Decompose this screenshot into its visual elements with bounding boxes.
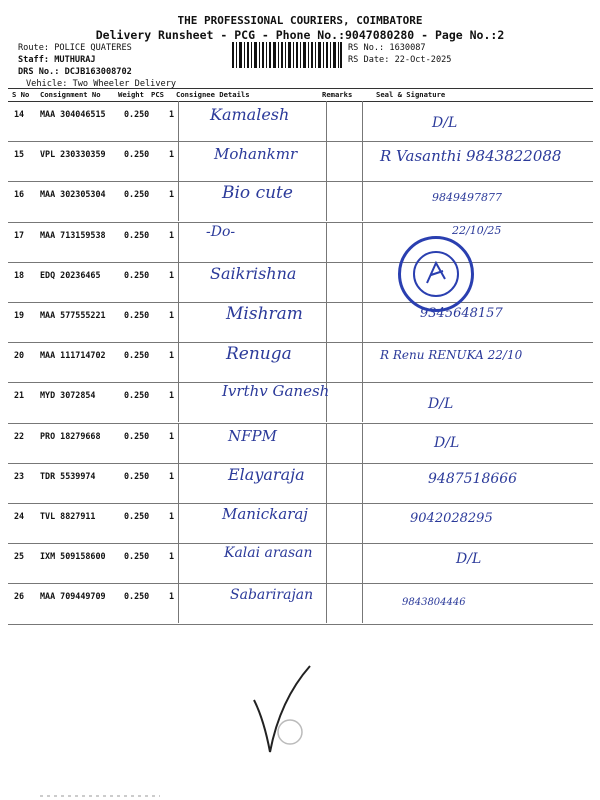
row-weight: 0.250 (124, 310, 150, 320)
row-pcs: 1 (169, 350, 175, 361)
row-weight: 0.250 (124, 109, 150, 119)
barcode-icon (232, 42, 342, 68)
table-row (0, 181, 600, 221)
header-top-rule (8, 88, 593, 89)
row-consignment-no: MAA 302305304 (40, 189, 106, 200)
signature-handwriting: D/L (432, 115, 458, 131)
row-divider (8, 624, 593, 625)
signature-handwriting: R Vasanthi 9843822088 (380, 147, 562, 166)
consignee-handwriting: Kamalesh (210, 105, 290, 124)
runsheet-subtitle: Delivery Runsheet - PCG - Phone No.:9047080280 - Page No.:2 (95, 28, 505, 42)
row-s-no: 20 (14, 350, 25, 361)
consignee-handwriting: Mishram (226, 304, 303, 324)
consignee-handwriting: Mohankmr (214, 145, 298, 164)
vehicle-label: Vehicle: Two Wheeler Delivery (26, 79, 177, 89)
table-row (0, 503, 600, 543)
signature-handwriting: 9042028295 (410, 511, 493, 526)
table-row (0, 583, 600, 623)
consignee-handwriting: Bio cute (222, 183, 293, 204)
row-consignment-no: MAA 713159538 (40, 229, 106, 240)
route-info (18, 42, 176, 90)
row-pcs: 1 (169, 430, 175, 441)
footer-mark (40, 794, 160, 798)
row-pcs: 1 (169, 551, 175, 562)
consignee-handwriting: Manickaraj (222, 505, 308, 523)
row-pcs: 1 (169, 149, 175, 160)
rs-info (348, 42, 451, 66)
row-weight: 0.250 (124, 189, 150, 200)
signature-handwriting: R Renu RENUKA 22/10 (380, 348, 523, 363)
signature-handwriting: D/L (456, 551, 482, 568)
row-consignment-no: MAA 709449709 (40, 591, 106, 602)
row-weight: 0.250 (124, 591, 150, 602)
drs-number: DRS No.: DCJB163008702 (18, 67, 132, 77)
row-consignment-no: VPL 230330359 (40, 149, 106, 160)
signature-handwriting: D/L (434, 434, 460, 451)
row-weight: 0.250 (124, 149, 150, 160)
table-row (0, 101, 600, 141)
consignee-handwriting: Elayaraja (228, 464, 305, 484)
row-consignment-no: PRO 18279668 (40, 430, 101, 441)
row-s-no: 14 (14, 109, 25, 119)
consignee-handwriting: -Do- (206, 223, 236, 240)
signature-handwriting: 9487518666 (428, 470, 518, 487)
signature-handwriting: 9345648157 (420, 306, 503, 321)
company-title: THE PROFESSIONAL COURIERS, COIMBATORE (177, 14, 423, 27)
rs-date: RS Date: 22-Oct-2025 (348, 55, 452, 65)
signature-handwriting: 9849497877 (432, 191, 502, 205)
row-consignment-no: TVL 8827911 (40, 511, 96, 521)
col-remarks: Remarks (322, 90, 353, 99)
route-label: Route: POLICE QUATERES (18, 43, 132, 53)
row-weight: 0.250 (124, 390, 150, 401)
row-weight: 0.250 (124, 551, 150, 562)
row-s-no: 18 (14, 269, 25, 280)
row-consignment-no: MYD 3072854 (40, 390, 96, 401)
row-weight: 0.250 (124, 511, 150, 521)
row-s-no: 22 (14, 430, 25, 441)
checkmark-icon (250, 660, 330, 760)
table-row (0, 302, 600, 342)
signature-handwriting: 9843804446 (402, 597, 466, 609)
table-row (0, 222, 600, 262)
row-s-no: 26 (14, 591, 25, 602)
row-s-no: 23 (14, 470, 25, 481)
row-pcs: 1 (169, 189, 175, 200)
row-pcs: 1 (169, 109, 175, 119)
consignee-handwriting: Sabarirajan (230, 587, 314, 604)
row-consignment-no: IXM 509158600 (40, 551, 106, 562)
row-s-no: 17 (14, 229, 25, 240)
row-s-no: 16 (14, 189, 25, 200)
row-pcs: 1 (169, 310, 175, 320)
row-s-no: 19 (14, 310, 25, 320)
row-s-no: 21 (14, 390, 25, 401)
row-consignment-no: TDR 5539974 (40, 470, 96, 481)
row-weight: 0.250 (124, 350, 150, 361)
table-row (0, 543, 600, 583)
row-weight: 0.250 (124, 229, 150, 240)
company-seal-icon (398, 236, 474, 312)
row-pcs: 1 (169, 229, 175, 240)
table-row (0, 342, 600, 382)
row-s-no: 24 (14, 511, 25, 521)
consignee-handwriting: NFPM (228, 426, 277, 445)
col-consignment: Consignment No (40, 90, 101, 99)
signature-handwriting: 22/10/25 (452, 223, 502, 237)
row-pcs: 1 (169, 591, 175, 602)
staff-label: Staff: MUTHURAJ (18, 55, 96, 65)
consignee-handwriting: Saikrishna (210, 263, 297, 283)
row-pcs: 1 (169, 390, 175, 401)
table-row (0, 141, 600, 181)
row-pcs: 1 (169, 269, 175, 280)
consignee-handwriting: Ivrthv Ganesh (222, 382, 330, 401)
col-pcs: PCS (151, 90, 164, 99)
row-weight: 0.250 (124, 430, 150, 441)
table-row (0, 423, 600, 463)
row-consignment-no: MAA 577555221 (40, 310, 106, 320)
table-row (0, 382, 600, 422)
row-weight: 0.250 (124, 269, 150, 280)
table-row (0, 463, 600, 503)
col-s-no: S No (12, 90, 30, 99)
row-weight: 0.250 (124, 470, 150, 481)
row-consignment-no: EDQ 20236465 (40, 269, 101, 280)
signature-handwriting: D/L (428, 396, 454, 413)
table-row (0, 262, 600, 302)
col-weight: Weight (118, 90, 144, 99)
consignee-handwriting: Kalai arasan (224, 545, 313, 562)
row-consignment-no: MAA 111714702 (40, 350, 106, 361)
row-pcs: 1 (169, 470, 175, 481)
row-s-no: 15 (14, 149, 25, 160)
row-consignment-no: MAA 304046515 (40, 109, 106, 119)
rs-number: RS No.: 1630087 (348, 43, 426, 53)
row-pcs: 1 (169, 511, 175, 521)
col-seal: Seal & Signature (376, 90, 446, 99)
col-consignee: Consignee Details (176, 90, 250, 99)
row-s-no: 25 (14, 551, 25, 562)
consignee-handwriting: Renuga (226, 344, 292, 365)
